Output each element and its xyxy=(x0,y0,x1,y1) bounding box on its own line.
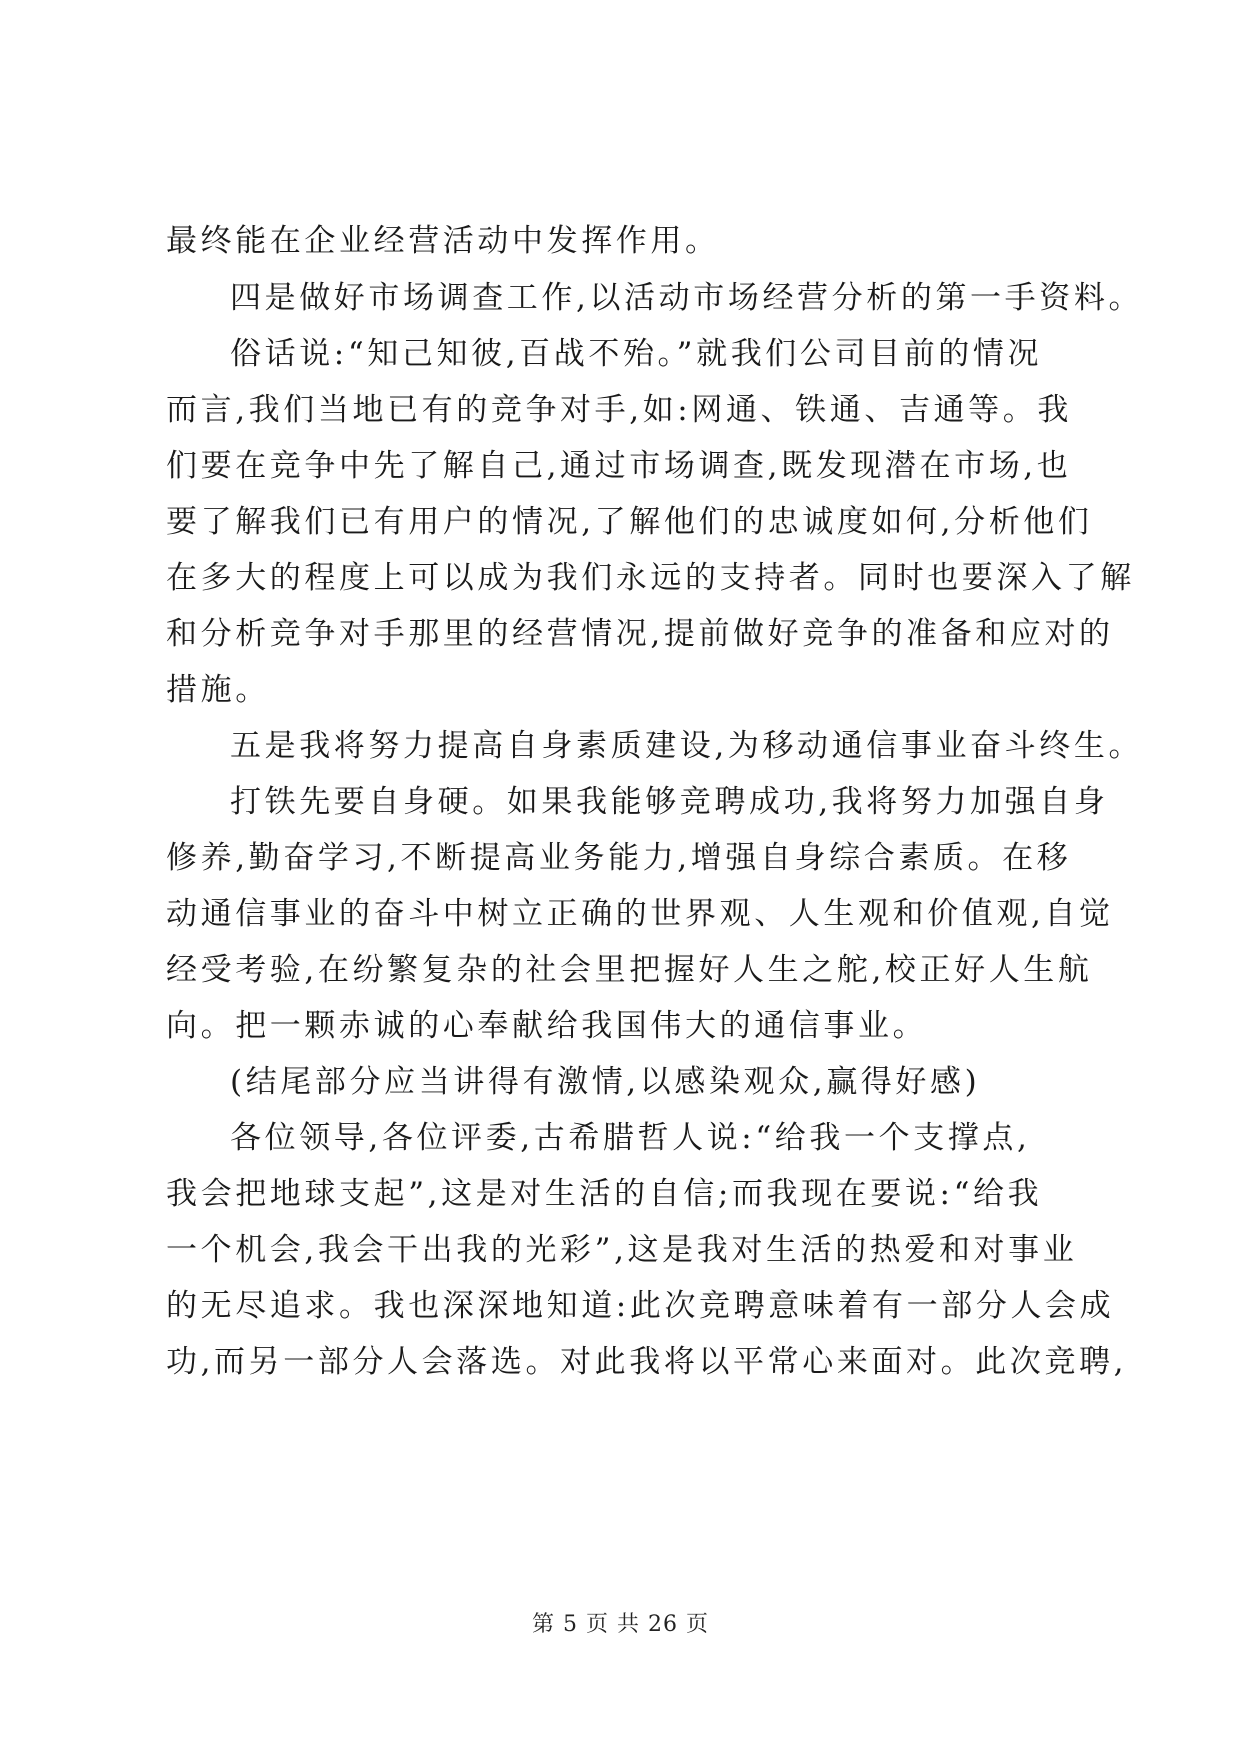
paragraph-line: 的无尽追求。我也深深地知道:此次竞聘意味着有一部分人会成 xyxy=(166,1288,1115,1324)
paragraph-line: 向。把一颗赤诚的心奉献给我国伟大的通信事业。 xyxy=(166,1008,928,1044)
paragraph-line: 修养,勤奋学习,不断提高业务能力,增强自身综合素质。在移 xyxy=(166,840,1072,876)
paragraph-line: 要了解我们已有用户的情况,了解他们的忠诚度如何,分析他们 xyxy=(166,504,1093,540)
paragraph-line: 动通信事业的奋斗中树立正确的世界观、人生观和价值观,自觉 xyxy=(166,896,1114,932)
paragraph-line: 措施。 xyxy=(166,672,270,708)
paragraph-line: 而言,我们当地已有的竞争对手,如:网通、铁通、吉通等。我 xyxy=(166,392,1072,428)
page-number-footer: 第 5 页 共 26 页 xyxy=(532,1612,709,1637)
paragraph-line: (结尾部分应当讲得有激情,以感染观众,赢得好感) xyxy=(230,1064,981,1100)
paragraph-line: 各位领导,各位评委,古希腊哲人说:“给我一个支撑点, xyxy=(230,1120,1031,1156)
paragraph-line: 最终能在企业经营活动中发挥作用。 xyxy=(166,223,720,259)
paragraph-line: 功,而另一部分人会落选。对此我将以平常心来面对。此次竞聘, xyxy=(166,1344,1128,1380)
paragraph-line: 和分析竞争对手那里的经营情况,提前做好竞争的准备和应对的 xyxy=(166,616,1114,652)
paragraph-line: 在多大的程度上可以成为我们永远的支持者。同时也要深入了解 xyxy=(166,560,1135,596)
paragraph-line: 我会把地球支起”,这是对生活的自信;而我现在要说:“给我 xyxy=(166,1176,1043,1212)
paragraph-line: 打铁先要自身硬。如果我能够竞聘成功,我将努力加强自身 xyxy=(230,784,1109,820)
paragraph-line: 们要在竞争中先了解自己,通过市场调查,既发现潜在市场,也 xyxy=(166,448,1072,484)
paragraph-line: 一个机会,我会干出我的光彩”,这是我对生活的热爱和对事业 xyxy=(166,1232,1078,1268)
paragraph-line: 俗话说:“知己知彼,百战不殆。”就我们公司目前的情况 xyxy=(230,336,1043,372)
paragraph-line: 五是我将努力提高自身素质建设,为移动通信事业奋斗终生。 xyxy=(230,728,1144,764)
paragraph-line: 经受考验,在纷繁复杂的社会里把握好人生之舵,校正好人生航 xyxy=(166,952,1093,988)
paragraph-line: 四是做好市场调查工作,以活动市场经营分析的第一手资料。 xyxy=(230,280,1144,316)
